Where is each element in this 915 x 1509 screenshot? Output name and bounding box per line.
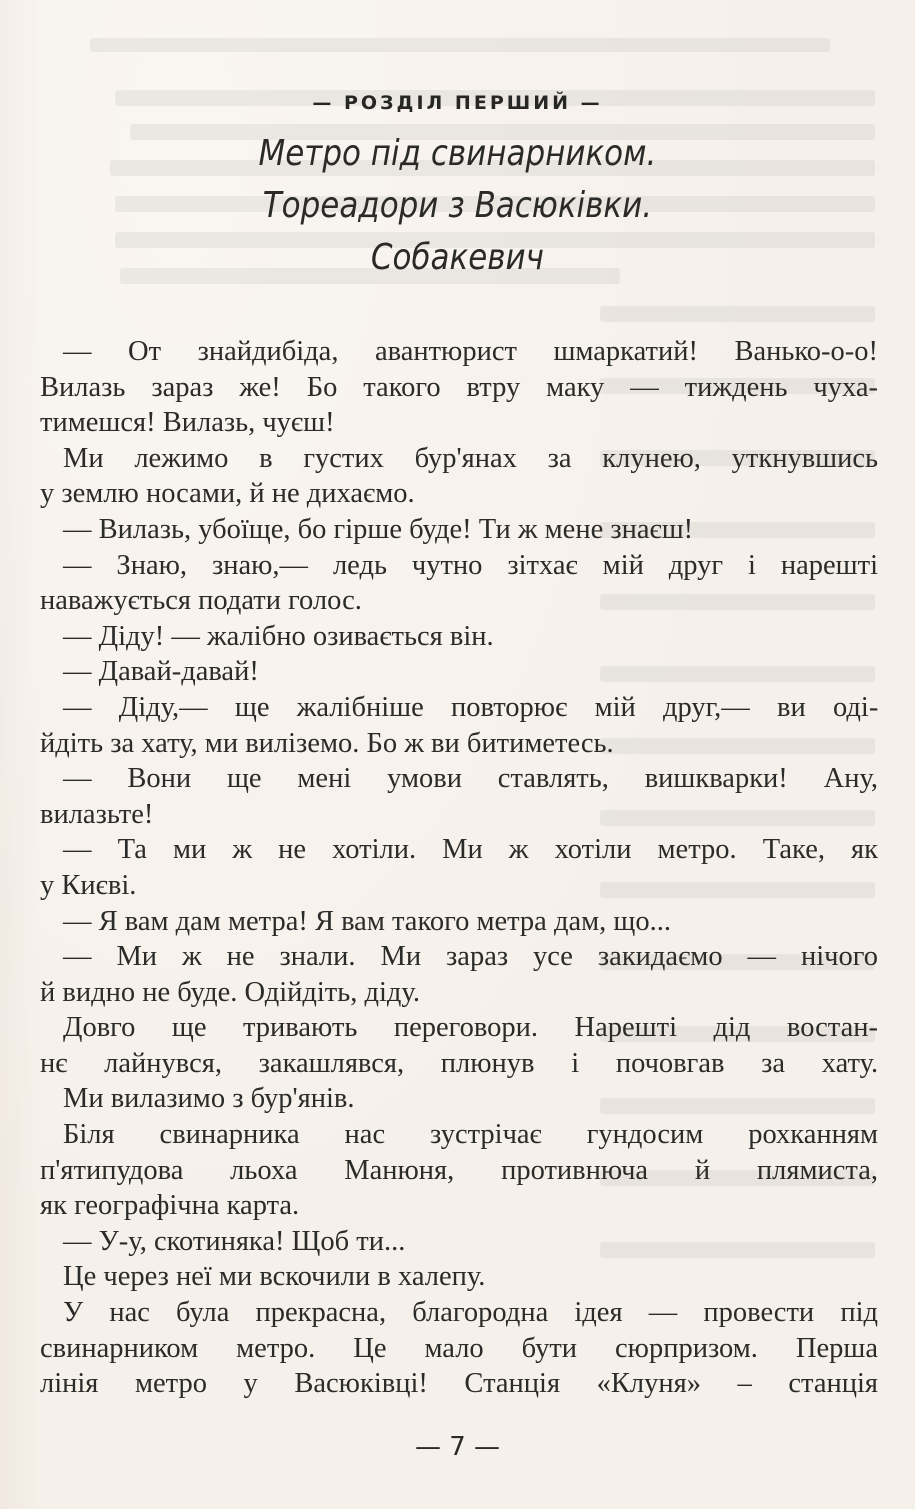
text-line: вилазьте! xyxy=(40,798,154,830)
text-line: як географічна карта. xyxy=(40,1190,300,1222)
text-line: — От знайдибіда, авантюрист шмаркатий! Ванько-о-о! xyxy=(63,336,878,367)
text-line: — Я вам дам метра! Я вам такого метра дам, що... xyxy=(63,905,671,937)
text-line: у Києві. xyxy=(40,869,137,901)
text-line: Це через неї ми вскочили в халепу. xyxy=(63,1261,486,1293)
text-line: Біля свинарника нас зустрічає гундосим рохканням xyxy=(63,1119,878,1151)
text-line: Ми вилазимо з бур'янів. xyxy=(63,1083,355,1115)
body-text xyxy=(40,334,878,1402)
chapter-title xyxy=(64,128,851,284)
text-line: — Ми ж не знали. Ми зараз усе закидаємо — нічого xyxy=(63,941,878,973)
text-line: — Вони ще мені умови ставлять, вишкварки! Ану, xyxy=(63,763,878,795)
text-line: — Та ми ж не хотіли. Ми ж хотіли метро. Таке, як xyxy=(63,834,878,866)
text-line: наважується подати голос. xyxy=(40,585,362,617)
text-line: тимешся! Вилазь, чуєш! xyxy=(40,407,335,439)
text-line: У нас була прекрасна, благородна ідея — провести під xyxy=(63,1297,878,1329)
text-line: — Знаю, знаю,— ледь чутно зітхає мій друг і нарешті xyxy=(63,549,878,581)
text-line: п'ятипудова льоха Манюня, противнюча й плямиста, xyxy=(40,1154,878,1186)
text-line: — Діду! — жалібно озивається він. xyxy=(63,620,494,652)
chapter-title-line: Метро під свинарником. xyxy=(258,133,657,174)
text-line: Довго ще тривають переговори. Нарешті дід востан- xyxy=(63,1012,878,1044)
text-line: лінія метро у Васюківці! Станція «Клуня» – станція xyxy=(40,1368,878,1400)
text-line: нє лайнувся, закашлявся, плюнув і почовгав за хату. xyxy=(40,1047,879,1079)
text-line: — Діду,— ще жалібніше повторює мій друг,— ви оді- xyxy=(63,691,879,723)
chapter-title-line: Тореадори з Васюківки. xyxy=(262,185,653,226)
chapter-title-line: Собакевич xyxy=(370,237,544,278)
page-number: — 7 — xyxy=(414,1432,501,1462)
text-line: Вилазь зараз же! Бо такого втру маку — тиждень чуха- xyxy=(40,371,878,403)
text-line: Ми лежимо в густих бур'янах за клунею, уткнувшись xyxy=(63,442,878,474)
text-line: й видно не буде. Одійдіть, діду. xyxy=(40,976,420,1008)
text-line: йдіть за хату, ми виліземо. Бо ж ви битиметесь. xyxy=(40,727,614,759)
text-line: — Вилазь, убоїще, бо гірше буде! Ти ж мене знаєш! xyxy=(63,513,694,545)
text-line: свинарником метро. Це мало бути сюрпризом. Перша xyxy=(40,1332,878,1364)
chapter-label: — РОЗДІЛ ПЕРШИЙ — xyxy=(312,92,603,114)
text-line: — У-у, скотиняка! Щоб ти... xyxy=(63,1225,406,1257)
text-line: у землю носами, й не дихаємо. xyxy=(40,478,415,510)
text-line: — Давай-давай! xyxy=(63,656,259,688)
